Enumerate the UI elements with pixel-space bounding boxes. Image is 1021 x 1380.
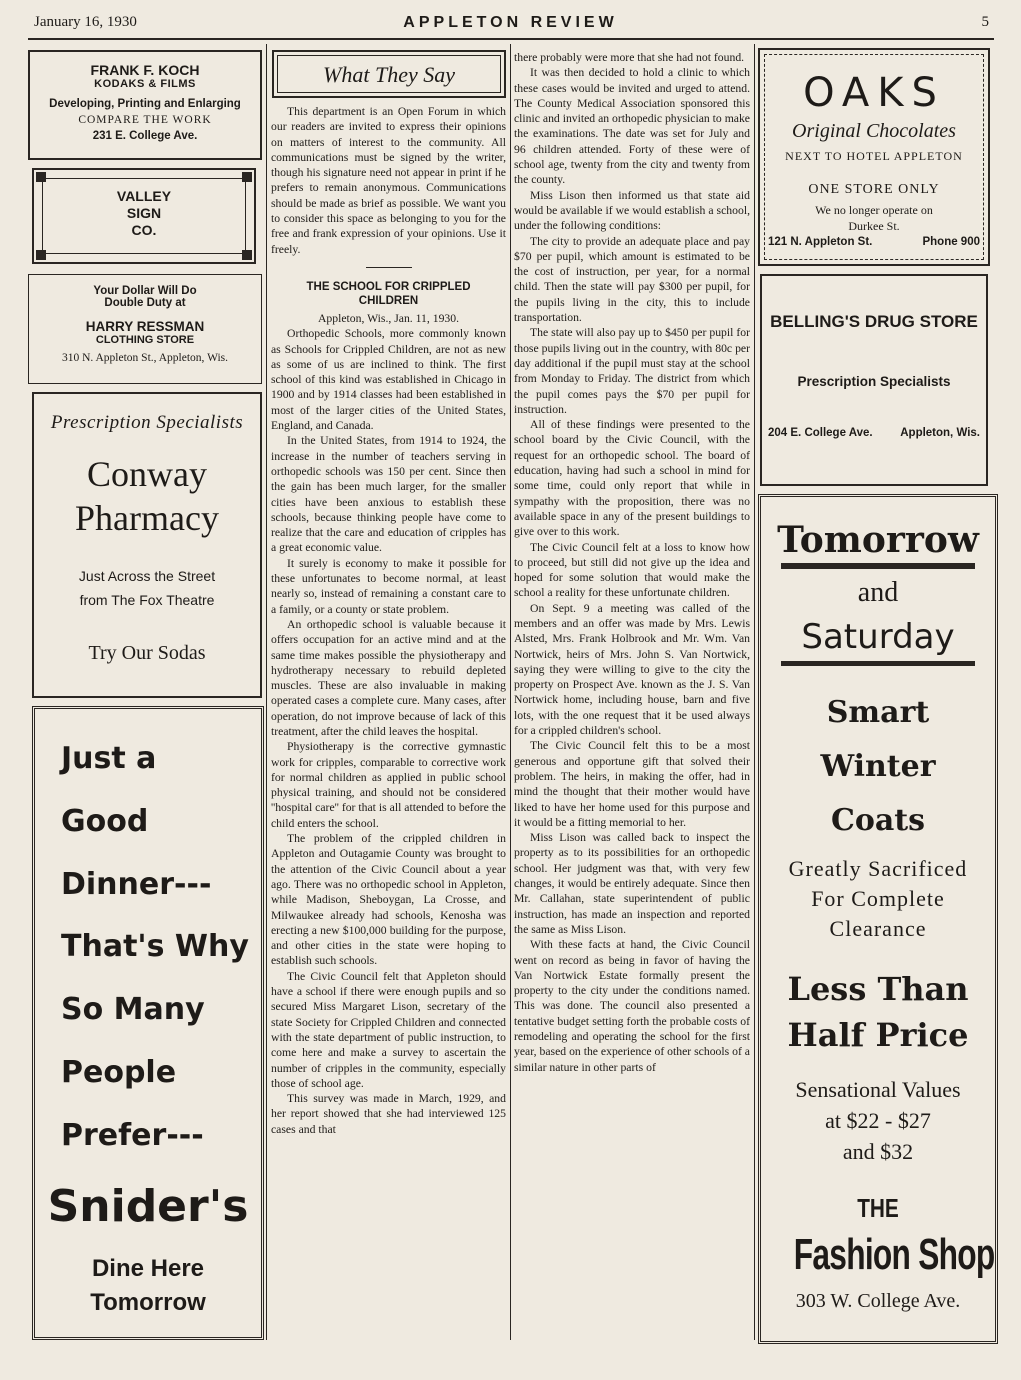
conway-loc-1: Just Across the Street — [78, 568, 216, 584]
article-paragraph: The problem of the crippled children in Appleton and Outagamie County was brought to the attention of the Civic Council about a year ago. There was no orthopedic school in Appleton, while Madison, Sheboygan, La Crosse, and Milwaukee already had schools, Kenosha was erecting a new $100,000 building for the purpose, and other cities in the state were hoping to establish such schools. — [271, 832, 506, 968]
koch-services: Developing, Printing and Enlarging — [49, 98, 241, 110]
oaks-note-2: Durkee St. — [848, 219, 900, 233]
sniders-line-2: Good — [61, 804, 149, 839]
valley-text — [34, 188, 254, 239]
fashion-rule — [781, 661, 975, 666]
ad-bellings-drug-store — [760, 274, 988, 486]
ressman-sub: CLOTHING STORE — [95, 334, 195, 346]
article-paragraph: All of these findings were presented to the school board by the Civic Council, with the request for an orthopedic school. The board of education, having had such a school in mind for some time, could only report that while in sympathy with the proposition, there was no available space in any of the present buildings to give over to this work. — [514, 418, 750, 539]
ad-sniders — [32, 706, 264, 1340]
sniders-line-5: So Many — [61, 992, 205, 1027]
article-paragraph: With these facts at hand, the Civic Council went on record as being in favor of having the Van Nortwick Estate formally present the property to the city under the conditions named. This was done. The council also presented a tentative budget setting forth the probable costs of remodeling and operating the school for the first year, based on the experience of other schools of a similar nature in other parts of — [514, 938, 750, 1074]
article-headline: THE SCHOOL FOR CRIPPLED CHILDREN — [306, 280, 471, 307]
ressman-line-2: Double Duty at — [104, 297, 186, 309]
sniders-cta-1: Dine Here — [91, 1255, 205, 1282]
article-column-3 — [514, 50, 750, 1075]
koch-name: FRANK F. KOCH — [90, 62, 200, 78]
valley-line-1: VALLEY — [116, 188, 172, 204]
fashion-and: and — [857, 577, 899, 608]
ressman-name: HARRY RESSMAN — [85, 319, 205, 334]
conway-tagline: Prescription Specialists — [50, 412, 244, 433]
ad-harry-ressman — [28, 274, 262, 384]
fashion-product — [761, 686, 995, 848]
article-paragraph: The Civic Council felt that Appleton should have a school if there were enough pupils and so secured Miss Margaret Lison, secretary of the state Society for Crippled Children and connected with the state department of public instruction, to come here and make a survey to ascertain the number of cripples in the community, especially those of school age. — [271, 969, 506, 1090]
corner-ornament — [36, 250, 46, 260]
article-paragraph: The Civic Council felt at a loss to know how to proceed, but still did not give up the idea and hoped for some solution that would make the school a reality for these unfortunate children. — [514, 540, 750, 600]
section-title: What They Say — [323, 62, 455, 87]
sniders-cta-2: Tomorrow — [90, 1289, 206, 1316]
ad-valley-sign — [32, 168, 256, 264]
issue-date: January 16, 1930 — [34, 14, 137, 30]
article-paragraph: It surely is economy to make it possible for these unfortunates to become normal, at least nearly so, instead of remaining a constant care to a family, or a county or state problem. — [271, 556, 506, 616]
valley-line-3: CO. — [131, 222, 157, 238]
oaks-address: 121 N. Appleton St. — [768, 236, 873, 248]
oaks-note-1: We no longer operate on — [815, 203, 933, 217]
sniders-line-7: Prefer--- — [61, 1118, 204, 1153]
oaks-sub: Original Chocolates — [792, 120, 956, 142]
bellings-tagline: Prescription Specialists — [797, 374, 951, 389]
fashion-desc-2: For Complete — [811, 886, 945, 911]
sniders-line-3: Dinner--- — [61, 867, 212, 902]
oaks-store: ONE STORE ONLY — [808, 182, 940, 197]
koch-sub: KODAKS & FILMS — [94, 78, 196, 90]
koch-address: 231 E. College Ave. — [92, 130, 198, 142]
fashion-winter: Winter — [820, 749, 936, 784]
ad-conway-pharmacy — [32, 392, 262, 698]
fashion-desc-1: Greatly Sacrificed — [788, 856, 968, 881]
conway-cta: Try Our Sodas — [88, 642, 206, 664]
fashion-half-price: Half Price — [787, 1016, 969, 1054]
conway-loc-2: from The Fox Theatre — [79, 592, 215, 608]
fashion-address: 303 W. College Ave. — [795, 1290, 961, 1312]
fashion-price-3: and $32 — [842, 1139, 914, 1164]
article-paragraph: The city to provide an adequate place and pay $70 per pupil, which amount is estimated to be the cost of instruction, per year, for a normal child. Then the state will pay $300 per pupil, for the pupils living in the city, this to include transportation. — [514, 234, 750, 325]
article-paragraph: An orthopedic school is valuable because it offers occupation for an active mind and at the same time makes possible the physiotherapy and hydrotherapy necessary to rebuild depleted muscles. These are also invaluable in making operated cases a complete cure. Many cases, after operation, do not improve because of lack of this treatment, after the child leaves the hospital. — [271, 617, 506, 738]
fashion-the: THE — [857, 1193, 899, 1223]
article-paragraph: there probably were more that she had not found. — [514, 51, 745, 64]
oaks-phone: Phone 900 — [922, 236, 980, 248]
bellings-name: BELLING'S DRUG STORE — [770, 312, 978, 331]
fashion-price-1: Sensational Values — [795, 1077, 961, 1102]
fashion-coats: Coats — [830, 803, 926, 838]
oaks-name: OAKS — [803, 70, 945, 116]
fashion-desc-3: Clearance — [829, 916, 927, 941]
fashion-rule — [781, 563, 975, 569]
article-paragraph: The state will also pay up to $450 per pupil for those pupils living out in the country, with 80c per day additional if the pupil must stay at the school from Monday to Friday. The district from which the pupil comes pays the $70 per pupil for instruction. — [514, 326, 750, 416]
conway-location — [34, 564, 260, 612]
article-paragraph: In the United States, from 1914 to 1924, the increase in the number of teachers serving in orthopedic schools was 150 per cent. Since then the gain has been much larger, for the smaller cities have been anxious to establish these schools, because thinking people have come to realize that the care and education of cripples has a great economic value. — [271, 434, 506, 555]
article-paragraph: Miss Lison was called back to inspect the property as to its possibilities for an orthopedic school. Her judgment was that, with very few changes, it would be entirely adequate. Since then Mr. Callahan, state superintendent of public instruction, has made an inspection and reported the same as Miss Lison. — [514, 831, 750, 936]
section-divider — [366, 267, 412, 268]
fashion-discount — [761, 966, 995, 1058]
article-paragraph: Orthopedic Schools, more commonly known as Schools for Crippled Children, are not as new as some of us are inclined to think. The first school of this kind was established in Chicago in 1900 and by 1914 classes had been established in most of the larger cities of the United States, England, and Canada. — [271, 327, 506, 433]
oaks-ornamental-border — [764, 54, 984, 260]
conway-name-1: Conway — [87, 454, 207, 494]
article-paragraph: On Sept. 9 a meeting was called of the members and an offer was made by Mrs. Lewis Alsted, Mrs. Frank Holbrook and Mr. Wm. Van Nortwick, heirs of Mrs. John S. Van Nortwick, saying they were willing to give to the city the property on Prospect Ave. known as the J. S. Van Nortwick home, including house, barn and five lots, with the one request that it be used always for a crippled children's school. — [514, 601, 750, 738]
oaks-location: NEXT TO HOTEL APPLETON — [785, 149, 963, 163]
fashion-less-than: Less Than — [787, 970, 969, 1008]
ressman-line-1: Your Dollar Will Do — [93, 285, 197, 297]
article-paragraph: The Civic Council felt this to be a most generous and opportune gift that solved their problem. The heirs, in making the offer, had in mind the thought that their mother would have liked to have her home used for this purpose and it would be a fitting memorial to her. — [514, 739, 750, 829]
corner-ornament — [36, 172, 46, 182]
sniders-name: Snider's — [47, 1181, 249, 1232]
conway-name-2: Pharmacy — [75, 498, 219, 538]
ressman-address: 310 N. Appleton St., Appleton, Wis. — [61, 352, 229, 364]
article-paragraph: It was then decided to hold a clinic to which these cases would be invited and urged to attend. The County Medical Association sponsored this clinic and invited an orthopedic physician to make the examinations. The date was set for July and 96 children attended. Forty of these were of school age, twenty from the city and twenty from the county. — [514, 66, 750, 187]
fashion-prices — [761, 1074, 995, 1167]
ad-fashion-shop — [758, 494, 998, 1344]
article-column-2 — [271, 104, 506, 1137]
ad-frank-koch — [28, 50, 262, 160]
bellings-contact — [762, 427, 986, 439]
forum-intro: This department is an Open Forum in which our readers are invited to express their opinions on matters of interest to the community. All communications must be signed by the writer, though his signature need not appear in print if he prefers to remain anonymous. Communications should be made as brief as possible. We want you to consider this space as belonging to you for the free and frank expression of your opinions. Use it freely. — [271, 105, 506, 256]
koch-slogan: COMPARE THE WORK — [78, 114, 212, 126]
bellings-city: Appleton, Wis. — [900, 427, 980, 439]
corner-ornament — [242, 172, 252, 182]
article-dateline: Appleton, Wis., Jan. 11, 1930. — [317, 311, 460, 325]
header-rule — [28, 38, 994, 40]
column-rule-1 — [266, 44, 267, 1340]
fashion-tomorrow: Tomorrow — [777, 519, 979, 561]
fashion-price-2: at $22 - $27 — [825, 1108, 931, 1133]
fashion-saturday: Saturday — [801, 617, 955, 657]
oaks-contact — [768, 236, 980, 248]
conway-name — [34, 452, 260, 540]
bellings-address: 204 E. College Ave. — [768, 427, 873, 439]
fashion-smart: Smart — [826, 695, 930, 730]
article-paragraph: Miss Lison then informed us that state aid would be available if we would establish a school, under the following conditions: — [514, 188, 750, 233]
ad-oaks-chocolates — [758, 48, 990, 266]
article-paragraph: This survey was made in March, 1929, and her report showed that she had interviewed 125 cases and that — [271, 1092, 506, 1136]
page-number: 5 — [981, 14, 989, 30]
sniders-line-1: Just a — [61, 741, 157, 776]
sniders-line-6: People — [61, 1055, 177, 1090]
publication-title: APPLETON REVIEW — [403, 14, 618, 31]
corner-ornament — [242, 250, 252, 260]
article-paragraph: Physiotherapy is the corrective gymnastic work for cripples, comparable to corrective work for normal children as applied in public school physical training, and should not be considered ''hospital care'' for that is all attended to before the child enters the school. — [271, 740, 506, 830]
column-rule-2 — [510, 44, 511, 1340]
section-title-box — [272, 50, 506, 98]
valley-line-2: SIGN — [126, 205, 162, 221]
sniders-line-4: That's Why — [61, 929, 249, 964]
fashion-sale-desc — [761, 854, 995, 944]
column-rule-3 — [754, 44, 755, 1340]
fashion-shop-name: Fashion Shop — [793, 1230, 995, 1279]
